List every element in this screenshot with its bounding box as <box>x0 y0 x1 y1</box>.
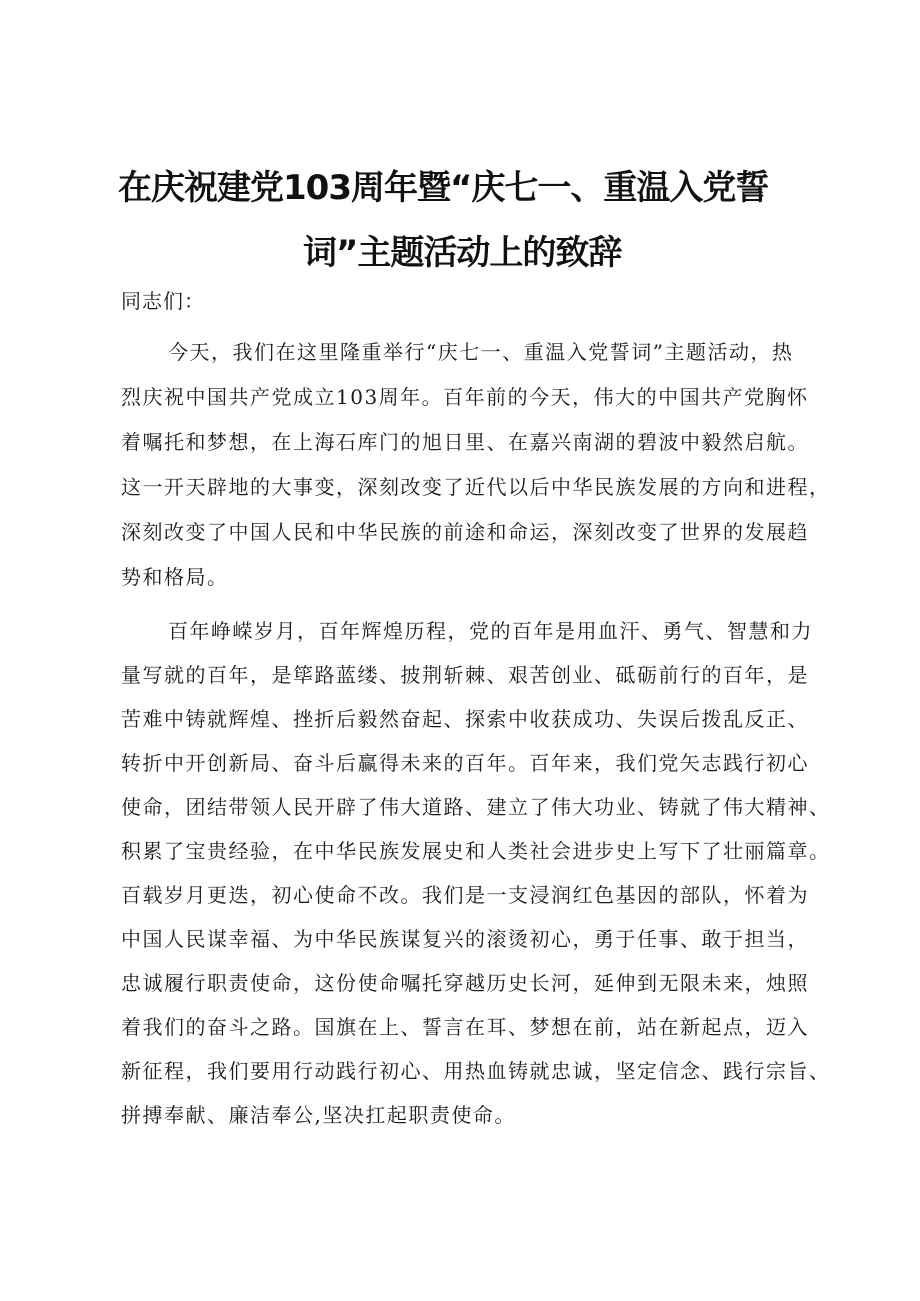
document-title-line-1: 在庆祝建党103周年暨“庆七一、重温入党誓 <box>118 168 769 208</box>
paragraph-2-line-1: 百年峥嵘岁月，百年辉煌历程，党的百年是用血汗、勇气、智慧和力 <box>168 619 813 643</box>
paragraph-1-line-3: 着嘱托和梦想，在上海石库门的旭日里、在嘉兴南湖的碧波中毅然启航。 <box>121 430 809 454</box>
paragraph-2-line-7: 百载岁月更迭，初心使命不改。我们是一支浸润红色基因的部队，怀着为 <box>121 883 809 907</box>
paragraph-2-line-10: 着我们的奋斗之路。国旗在上、誓言在耳、梦想在前，站在新起点，迈入 <box>121 1015 809 1039</box>
salutation: 同志们： <box>121 289 205 313</box>
paragraph-2-line-4: 转折中开创新局、奋斗后赢得未来的百年。百年来，我们党矢志践行初心 <box>121 751 809 775</box>
paragraph-2-line-6: 积累了宝贵经验，在中华民族发展史和人类社会进步史上写下了壮丽篇章。 <box>121 839 831 863</box>
paragraph-1-line-4: 这一开天辟地的大事变，深刻改变了近代以后中华民族发展的方向和进程， <box>121 475 831 499</box>
paragraph-2-line-9: 忠诚履行职责使命，这份使命嘱托穿越历史长河，延伸到无限未来，烛照 <box>121 971 809 995</box>
paragraph-2-line-8: 中国人民谋幸福、为中华民族谋复兴的滚烫初心，勇于任事、敢于担当， <box>121 927 809 951</box>
paragraph-1-line-1: 今天，我们在这里隆重举行“庆七一、重温入党誓词”主题活动，热 <box>168 340 794 364</box>
paragraph-2-line-3: 苦难中铸就辉煌、挫折后毅然奋起、探索中收获成功、失误后拨乱反正、 <box>121 707 809 731</box>
paragraph-2-line-5: 使命，团结带领人民开辟了伟大道路、建立了伟大功业、铸就了伟大精神、 <box>121 795 831 819</box>
paragraph-1-line-6: 势和格局。 <box>121 565 229 589</box>
paragraph-1-line-5: 深刻改变了中国人民和中华民族的前途和命运，深刻改变了世界的发展趋 <box>121 520 809 544</box>
paragraph-2-line-11: 新征程，我们要用行动践行初心、用热血铸就忠诚，坚定信念、践行宗旨、 <box>121 1059 831 1083</box>
paragraph-2-line-2: 量写就的百年，是筚路蓝缕、披荆斩棘、艰苦创业、砥砺前行的百年，是 <box>121 663 809 687</box>
paragraph-1-line-2: 烈庆祝中国共产党成立103周年。百年前的今天，伟大的中国共产党胸怀 <box>121 385 809 409</box>
document-title-line-2: 词”主题活动上的致辞 <box>303 233 622 273</box>
paragraph-2-line-12: 拼搏奉献、廉洁奉公,坚决扛起职责使命。 <box>121 1103 516 1127</box>
